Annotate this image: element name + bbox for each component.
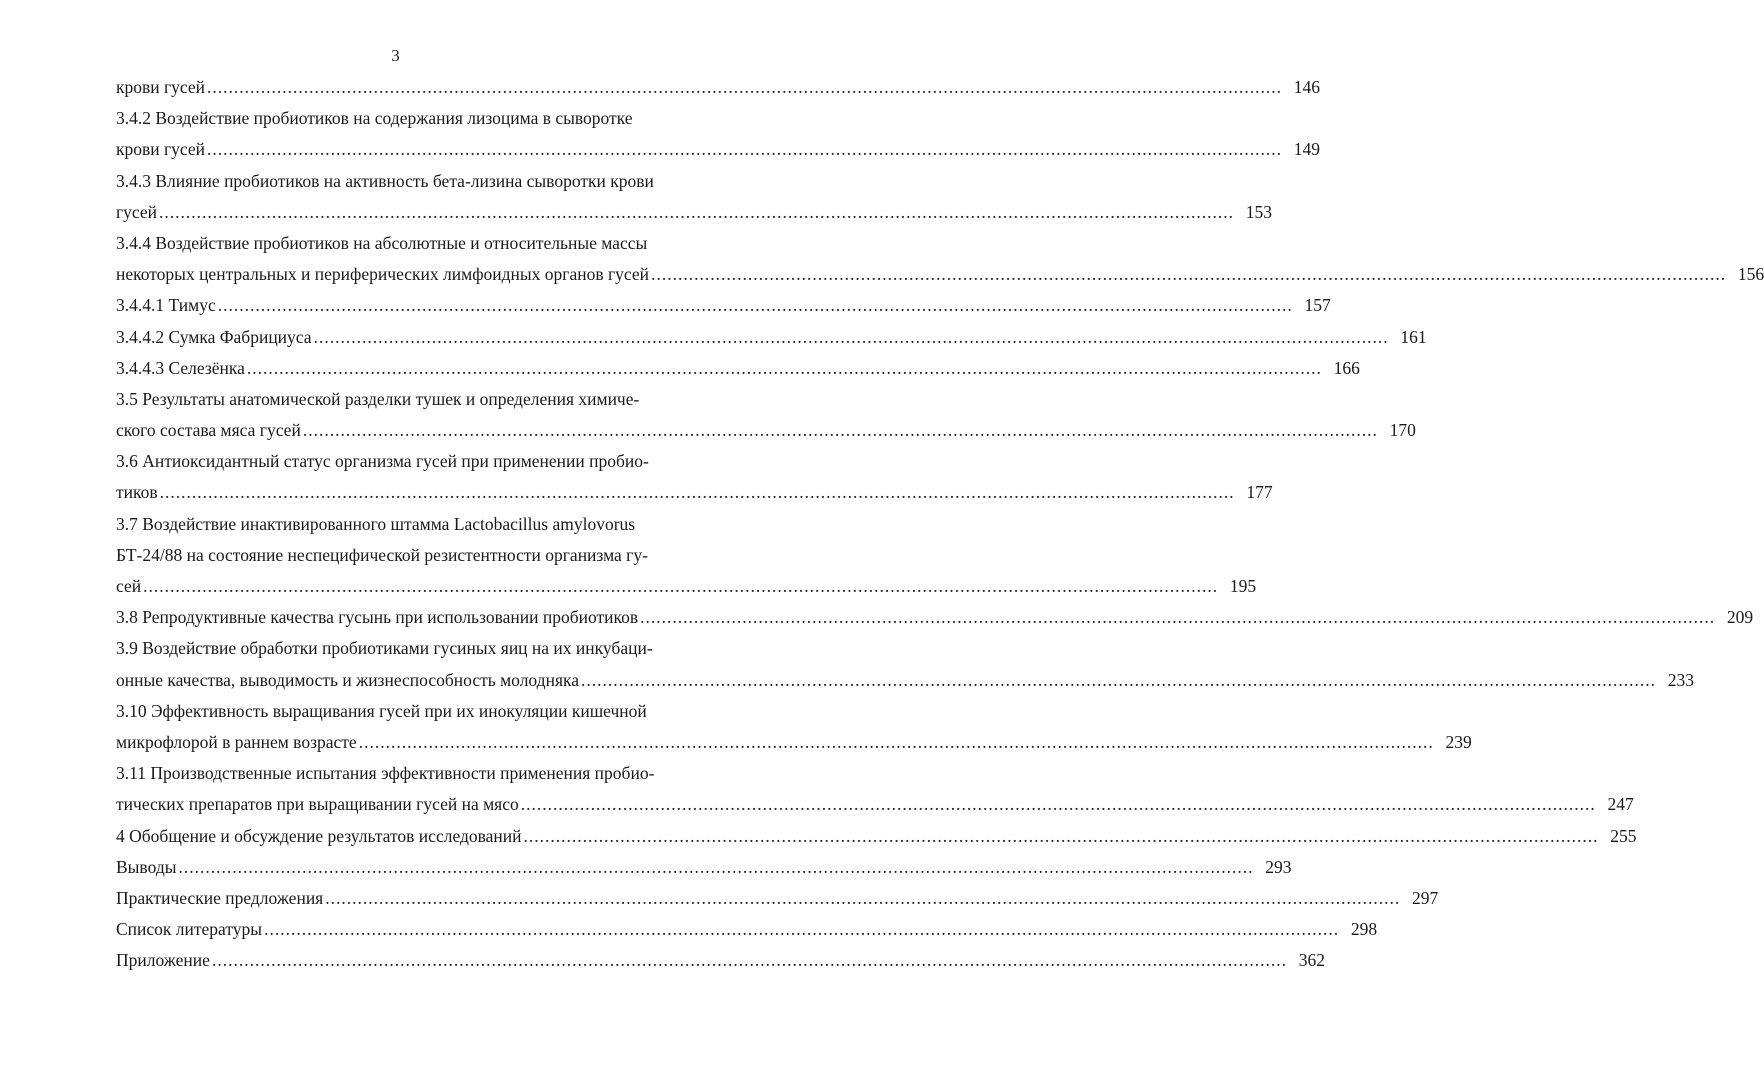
toc-entry-text: 3.10 Эффективность выращивания гусей при их инокуляции кишечной [116,700,647,721]
toc-entry-last-line [116,883,1439,914]
toc-entry-last-line [116,353,1360,384]
dot-leader: ........................................................................................................................................................................................................ [246,357,1322,378]
toc-entry-text: крови гусей [116,77,206,97]
toc-page-number: 161 [1400,326,1427,347]
dot-leader: ........................................................................................................................................................................................................ [264,919,1340,940]
toc-entry-last-line [116,72,1321,103]
toc-entry [116,384,1416,446]
toc-entry-text: 3.4.4.2 Сумка Фабрициуса [116,326,312,347]
toc-entry-last-line [116,945,1325,976]
toc-entry-text: Приложение [116,950,210,971]
toc-entry-last-line [116,789,1634,820]
toc-page-number: 166 [1333,357,1360,378]
toc-entry-text: микрофлорой в раннем возрасте [116,731,357,752]
toc-entry-last-line [116,415,1416,446]
dot-leader: ........................................................................................................................................................................................................ [211,950,1287,971]
toc-entry [116,228,1764,290]
toc-page-number: 233 [1667,669,1694,690]
toc-page-number: 157 [1304,295,1331,316]
toc-entry-last-line [116,197,1273,228]
toc-entry [116,322,1427,353]
dot-leader: ........................................................................................................................................................................................................ [640,607,1716,628]
toc-entry-text: Выводы [116,856,177,877]
toc-entry [116,353,1360,384]
toc-entry-line [116,446,736,477]
toc-entry-line [116,228,736,259]
toc-entry-text: ского состава мяса гусей [116,420,301,441]
toc-entry-text: некоторых центральных и периферических лимфоидных органов гусей [116,264,650,285]
toc-entry-text: 3.7 Воздействие инактивированного штамма Lactobacillus amylovorus [116,513,636,534]
toc-entry-last-line [116,290,1331,321]
toc-entry [116,290,1331,321]
toc-page-number: 362 [1298,950,1325,971]
dot-leader: ........................................................................................................................................................................................................ [159,482,1235,503]
toc-entry-text: Список литературы [116,919,263,940]
toc-entry-last-line [116,134,1321,165]
toc-entry [116,696,1472,758]
toc-entry-text: онные качества, выводимость и жизнеспособность молодняка [116,669,579,690]
toc-entry-last-line [116,322,1427,353]
dot-leader: ........................................................................................................................................................................................................ [651,264,1727,285]
toc-entry-last-line [116,821,1637,852]
dot-leader: ........................................................................................................................................................................................................ [325,887,1401,908]
toc-entry-text: 3.11 Производственные испытания эффективности применения пробио- [116,763,655,784]
toc-entry-text: 3.4.3 Влияние пробиотиков на активность бета-лизина сыворотки крови [116,170,654,191]
toc-entry-line [116,509,736,540]
toc-entry [116,821,1637,852]
toc-entry-line [116,166,736,197]
toc-page-number: 298 [1350,919,1378,940]
toc-page-number: 153 [1245,201,1273,222]
toc-entry-line [116,696,736,727]
toc-entry-text: 3.5 Результаты анатомической разделки тушек и определения химиче- [116,388,640,409]
toc-entry [116,166,1273,228]
toc-entry [116,914,1378,945]
toc-entry-last-line [116,665,1694,696]
toc-entry [116,602,1754,633]
toc-entry-last-line [116,477,1273,508]
dot-leader: ........................................................................................................................................................................................................ [159,201,1235,222]
dot-leader: ........................................................................................................................................................................................................ [581,669,1656,690]
dot-leader: ........................................................................................................................................................................................................ [207,77,1283,97]
toc-entry-last-line [116,571,1257,602]
toc-entry-text: гусей [116,201,158,222]
toc-entry-line [116,540,736,571]
toc-entry-text: 3.4.2 Воздействие пробиотиков на содержания лизоцима в сыворотке [116,108,633,129]
toc-page-number: 149 [1293,139,1321,160]
dot-leader: ........................................................................................................................................................................................................ [313,326,1389,347]
toc-page-number: 170 [1389,420,1416,441]
toc-page-number: 195 [1229,576,1257,596]
toc-entry-text: 3.4.4.1 Тимус [116,295,216,316]
toc-entry-text: тических препаратов при выращивании гусей на мясо [116,794,519,815]
dot-leader: ........................................................................................................................................................................................................ [358,731,1434,752]
toc-entry-text: 3.9 Воздействие обработки пробиотиками гусиных яиц на их инкубаци- [116,638,653,659]
toc-page-number: 156 [1737,264,1764,285]
toc-entry-text: сей [116,576,142,596]
toc-entry-last-line [116,852,1292,883]
toc-entry-line [116,103,736,134]
toc-entry-text: крови гусей [116,139,206,160]
dot-leader: ........................................................................................................................................................................................................ [207,139,1283,160]
dot-leader: ........................................................................................................................................................................................................ [217,295,1293,316]
toc-entry-text: БТ-24/88 на состояние неспецифической резистентности организма гу- [116,544,648,565]
toc-entry-text: 3.6 Антиоксидантный статус организма гусей при применении пробио- [116,451,649,472]
toc-page-number: 293 [1265,856,1292,877]
toc-entry-line [116,758,736,789]
toc-page-number: 239 [1445,731,1472,752]
toc-entry [116,883,1439,914]
toc-page-number: 209 [1726,607,1754,628]
toc-entry-line [116,384,736,415]
toc-page-number: 146 [1293,77,1321,97]
toc-entry [116,103,1321,165]
toc-entry [116,945,1325,976]
toc-page-number: 247 [1607,794,1634,815]
toc-page-number: 297 [1411,887,1439,908]
toc-entry-text: 3.4.4.3 Селезёнка [116,357,245,378]
toc-page-number: 255 [1610,825,1637,846]
dot-leader: ........................................................................................................................................................................................................ [523,825,1599,846]
page-number: 3 [391,46,400,65]
toc-entry-last-line [116,914,1378,945]
toc-entry-text: Практические предложения [116,887,324,908]
toc-entry [116,633,1694,695]
dot-leader: ........................................................................................................................................................................................................ [178,856,1254,877]
dot-leader: ........................................................................................................................................................................................................ [143,576,1219,596]
toc-entry-text: 3.8 Репродуктивные качества гусынь при использовании пробиотиков [116,607,639,628]
dot-leader: ........................................................................................................................................................................................................ [520,794,1596,815]
toc-entry [116,72,1321,103]
toc-entry-text: тиков [116,482,158,503]
toc-entry [116,509,1257,603]
toc-entry-last-line [116,259,1764,290]
toc-entry [116,758,1634,820]
toc-entry-text: 4 Обобщение и обсуждение результатов исследований [116,825,522,846]
toc-entry-last-line [116,727,1472,758]
toc-entry-text: 3.4.4 Воздействие пробиотиков на абсолютные и относительные массы [116,232,648,253]
toc-entry-line [116,633,736,664]
toc-page-number: 177 [1246,482,1273,503]
table-of-contents [116,72,1764,976]
dot-leader: ........................................................................................................................................................................................................ [302,420,1378,441]
toc-entry-last-line [116,602,1754,633]
toc-entry [116,446,1273,508]
toc-entry [116,852,1292,883]
